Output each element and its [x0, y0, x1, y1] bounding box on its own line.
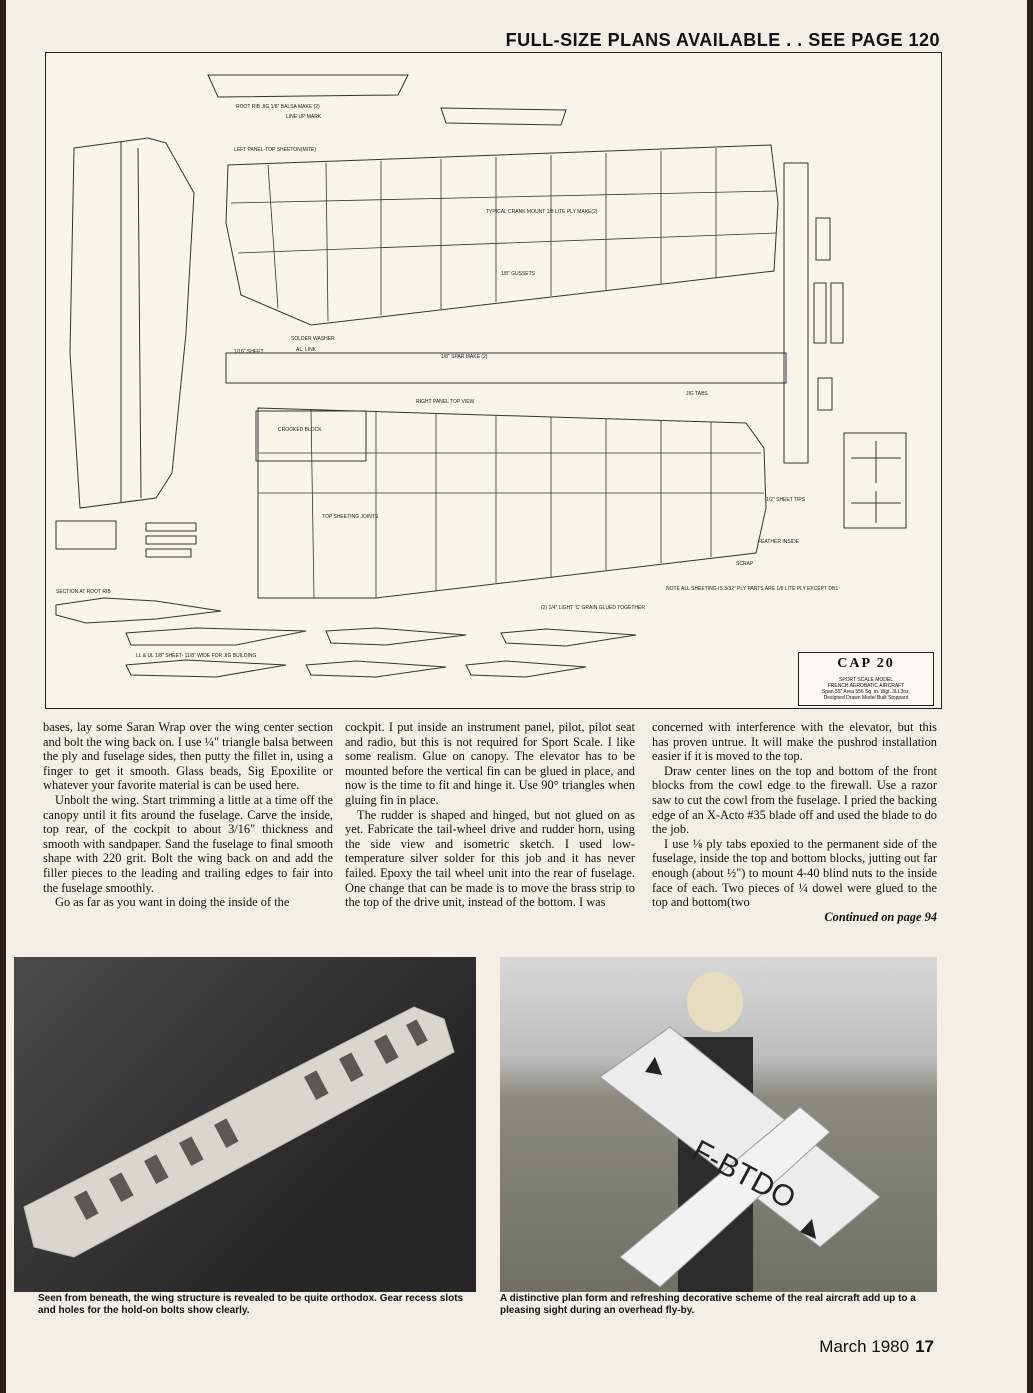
label-gussets: 1/8" GUSSETS: [501, 271, 536, 277]
label-note: NOTE ALL SHEETING IS 3/32" PLY PARTS ARE 1/8 LITE PLY EXCEPT DB1: [666, 586, 839, 592]
label-al-link: AL. LINK: [296, 347, 317, 353]
aircraft-photo-svg: [500, 957, 937, 1292]
plans-subtitle-3: Span 55" Area 556 Sq. in. Wgt. 3LL3oz.: [821, 689, 911, 695]
paragraph: Draw center lines on the top and bottom of the front blocks from the cowl edge to the firewall. Use a razor saw to cut the cowl from the fuselage. I pried the backing edge of an X-Acto #35 blade off and used the blade to do the job.: [652, 763, 937, 837]
three-view-inset: [844, 433, 906, 528]
person-head: [687, 972, 743, 1032]
label-top-panel: LEFT PANEL-TOP SHEETON(MITE): [234, 147, 317, 153]
paragraph: I use ⅛ ply tabs epoxied to the permanent side of the fuselage, inside the top and bottom blocks, jutting out far enough (about ½") to mount 4-40 blind nuts to the inside face of each. Two pieces of ¼ dowel were glued to the top and bottom(two: [652, 836, 937, 910]
plans-subtitle-1: SPORT SCALE MODEL: [839, 677, 893, 683]
left-wing-panel: [226, 145, 778, 325]
paragraph: Unbolt the wing. Start trimming a little at a time off the canopy until it fits around the fuselage. Carve the inside, top rear, of the cockpit to about 3/16" thickness and smooth with sandpaper. Sand the fuselage to final smooth shape with 220 grit. Bolt the wing back on and add the filler pieces to the leading and trailing edges to fair into the fuselage smoothly.: [43, 792, 333, 895]
right-wing-panel: [258, 408, 766, 598]
label-sheet: 1/16" SHEET: [234, 349, 264, 355]
wing-photo: [14, 957, 476, 1292]
label-top-sheeting: TOP SHEETING JOINTS: [322, 514, 379, 520]
paragraph: The rudder is shaped and hinged, but not glued on as yet. Fabricate the tail-wheel drive and rudder horn, using the side view and isometric sketch. I used low-temperature silver solder for this job and it has never failed. Epoxy the tail wheel unit into the rear of fuselage. One change that can be made is to move the brass strip to the top of the drive unit, instead of the bottom. I was: [345, 807, 635, 910]
label-trailing: (2) 1/4" LIGHT 'C' GRAIN GLUED TOGETHER: [541, 605, 645, 611]
text-column-1: [43, 720, 333, 910]
label-bottom-panel: RIGHT PANEL TOP VIEW: [416, 399, 475, 405]
plans-svg: [46, 53, 941, 708]
wing-photo-svg: [14, 957, 476, 1292]
paragraph: concerned with interference with the elevator, but this has proven untrue. It will make the pushrod installation easier if it is moved to the top.: [652, 720, 937, 764]
plans-subtitle-4: Designed Drawn Model Built Stoppard: [823, 695, 909, 701]
registration-text: F-BTDO: [686, 1134, 801, 1216]
label-crank-mount: TYPICAL CRANK MOUNT 1/8 LITE PLY MAKE(2): [486, 209, 598, 215]
label-jig-note: LL & UL 1/8" SHEET- 11/8" WIDE FOR JIG BUILDING: [136, 653, 257, 659]
aircraft-photo: [500, 957, 937, 1292]
plans-title: CAP 20: [837, 656, 895, 671]
plans-header: FULL-SIZE PLANS AVAILABLE . . SEE PAGE 120: [505, 30, 940, 50]
aircraft-photo-caption: A distinctive plan form and refreshing decorative scheme of the real aircraft add up to a pleasing sight during an overhead fly-by.: [500, 1293, 916, 1316]
label-line-up-mark: LINE UP MARK: [286, 114, 322, 120]
continued-note: Continued on page 94: [824, 909, 937, 924]
label-section: SECTION AT ROOT RIB: [56, 589, 111, 595]
wing-photo-caption: Seen from beneath, the wing structure is revealed to be quite orthodox. Gear recess slots and holes for the hold-on bolts show clearly.: [38, 1293, 464, 1316]
rib-jig-2: [441, 108, 566, 125]
text-column-2: [345, 720, 635, 910]
root-rib-jig: [208, 75, 408, 97]
label-tips: 1/2" SHEET TIPS: [766, 497, 806, 503]
text-column-3: [652, 720, 937, 924]
plans-subtitle-2: FRENCH AEROBATIC AIRCRAFT: [827, 683, 905, 689]
page-footer: [760, 1337, 934, 1357]
page-number: 17: [915, 1337, 934, 1356]
issue-date: March 1980: [819, 1337, 910, 1356]
side-strip: [784, 163, 808, 463]
plans-title-box: [798, 652, 934, 706]
label-feather: FEATHER INSIDE: [758, 539, 800, 545]
label-scrap: SCRAP: [736, 561, 754, 567]
paragraph: cockpit. I put inside an instrument panel, pilot, pilot seat and radio, but this is not required for Sport Scale. I like some realism. Glue on canopy. The elevator has to be mounted before the vertical fin can be glued in place, and now is the time to fit and hinge it. Use 90° triangles when gluing fin in place.: [345, 720, 635, 807]
spar-strip: [226, 353, 786, 383]
label-jig-tabs: JIG TABS: [686, 391, 708, 397]
label-spar: 1/8" SPAR MAKE (2): [441, 354, 488, 360]
label-solder-washer: SOLDER WASHER: [291, 336, 335, 342]
plans-drawing: [45, 52, 942, 709]
tailplane-drawing: [70, 138, 194, 508]
paragraph: bases, lay some Saran Wrap over the wing center section and bolt the wing back on. I use ¼" triangle balsa between the ply and fuselage sides, then putty the fillet in, using a finger to get it smooth. Glass beads, Sig Epoxilite or whatever your favorite material is can be used here.: [43, 720, 333, 793]
label-root-rib-jig: ROOT RIB JIG 1/8" BALSA MAKE (2): [236, 104, 320, 110]
paragraph: Go as far as you want in doing the inside of the: [55, 895, 290, 910]
label-crooked-block: CROOKED BLOCK: [278, 427, 322, 433]
